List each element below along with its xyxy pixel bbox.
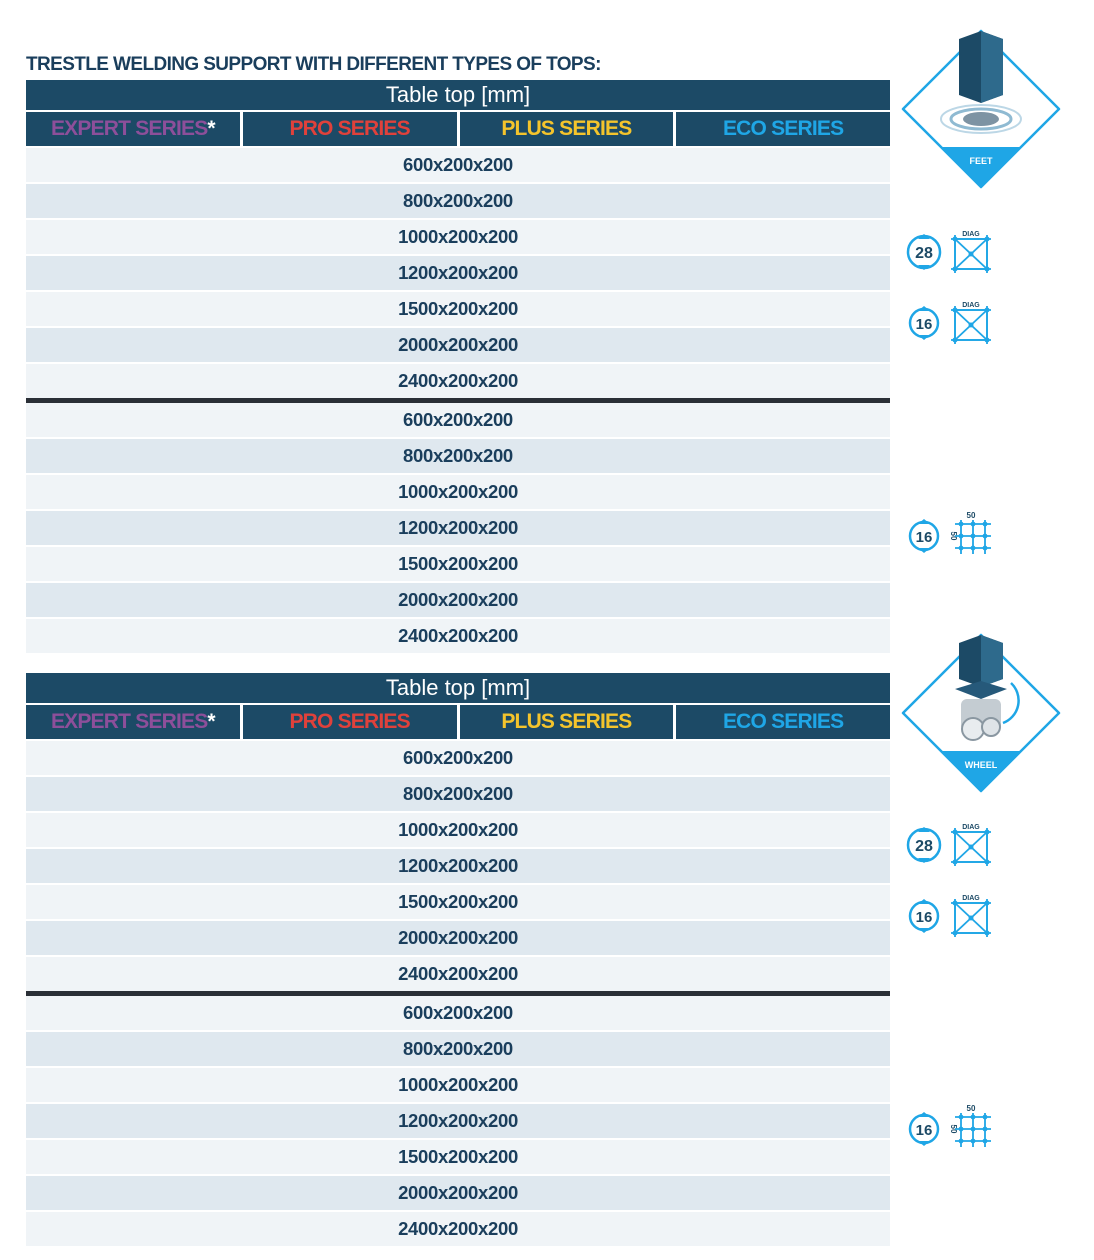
- table-row: 600x200x200: [26, 739, 890, 775]
- table-row: 2400x200x200: [26, 955, 890, 991]
- table-header: Table top [mm]: [26, 80, 890, 110]
- table-row: 800x200x200: [26, 437, 890, 473]
- table-row: 1500x200x200: [26, 545, 890, 581]
- wheel-diamond-icon: [899, 631, 1063, 795]
- table-row: 1000x200x200: [26, 1066, 890, 1102]
- table-row: 1000x200x200: [26, 473, 890, 509]
- table-row: 600x200x200: [26, 996, 890, 1030]
- hole-16-diag-icon: [905, 299, 995, 345]
- series-pro: PRO SERIES: [240, 110, 457, 146]
- series-eco: ECO SERIES: [673, 110, 890, 146]
- svg-text:16: 16: [915, 529, 933, 546]
- svg-text:50: 50: [966, 1104, 976, 1113]
- table-feet: [26, 80, 890, 653]
- svg-text:DIAG: DIAG: [962, 824, 980, 831]
- svg-text:50: 50: [966, 511, 976, 520]
- hole-28-diag-icon: [905, 821, 995, 867]
- table-row: 2000x200x200: [26, 581, 890, 617]
- hole-28-diag-icon: [905, 228, 995, 274]
- table-row: 2400x200x200: [26, 1210, 890, 1246]
- table-row: 2400x200x200: [26, 362, 890, 398]
- svg-text:28: 28: [915, 245, 933, 262]
- hole-16-grid-icon: [905, 1103, 995, 1153]
- series-header-row: [26, 110, 890, 146]
- table-row: 1000x200x200: [26, 811, 890, 847]
- table-row: 800x200x200: [26, 775, 890, 811]
- page-title: TRESTLE WELDING SUPPORT WITH DIFFERENT TYPES OF TOPS:: [26, 54, 601, 75]
- table-row: 600x200x200: [26, 403, 890, 437]
- table-row: 1200x200x200: [26, 509, 890, 545]
- series-plus: PLUS SERIES: [457, 703, 674, 739]
- table-row: 1200x200x200: [26, 1102, 890, 1138]
- svg-text:DIAG: DIAG: [962, 302, 980, 309]
- svg-text:DIAG: DIAG: [962, 231, 980, 238]
- table-row: 1500x200x200: [26, 883, 890, 919]
- wheel-label: WHEEL: [964, 760, 998, 770]
- table-row: 1500x200x200: [26, 290, 890, 326]
- table-row: 1000x200x200: [26, 218, 890, 254]
- table-wheel: [26, 673, 890, 1246]
- series-eco: ECO SERIES: [673, 703, 890, 739]
- table-row: 1200x200x200: [26, 847, 890, 883]
- feet-label: FEET: [969, 156, 993, 166]
- hole-16-grid-icon: [905, 510, 995, 560]
- series-expert: EXPERT SERIES*: [26, 110, 240, 146]
- table-row: 600x200x200: [26, 146, 890, 182]
- table-row: 1500x200x200: [26, 1138, 890, 1174]
- table-row: 2000x200x200: [26, 1174, 890, 1210]
- feet-diamond-icon: [899, 27, 1063, 191]
- series-expert: EXPERT SERIES*: [26, 703, 240, 739]
- svg-text:16: 16: [915, 316, 933, 333]
- svg-text:50: 50: [949, 1124, 958, 1134]
- table-header: Table top [mm]: [26, 673, 890, 703]
- svg-text:28: 28: [915, 838, 933, 855]
- svg-text:50: 50: [949, 531, 958, 541]
- svg-text:16: 16: [915, 909, 933, 926]
- series-header-row: [26, 703, 890, 739]
- series-pro: PRO SERIES: [240, 703, 457, 739]
- svg-text:16: 16: [915, 1122, 933, 1139]
- series-plus: PLUS SERIES: [457, 110, 674, 146]
- table-row: 800x200x200: [26, 182, 890, 218]
- table-row: 2000x200x200: [26, 326, 890, 362]
- table-row: 2400x200x200: [26, 617, 890, 653]
- table-row: 800x200x200: [26, 1030, 890, 1066]
- table-row: 1200x200x200: [26, 254, 890, 290]
- table-row: 2000x200x200: [26, 919, 890, 955]
- svg-text:DIAG: DIAG: [962, 895, 980, 902]
- hole-16-diag-icon: [905, 892, 995, 938]
